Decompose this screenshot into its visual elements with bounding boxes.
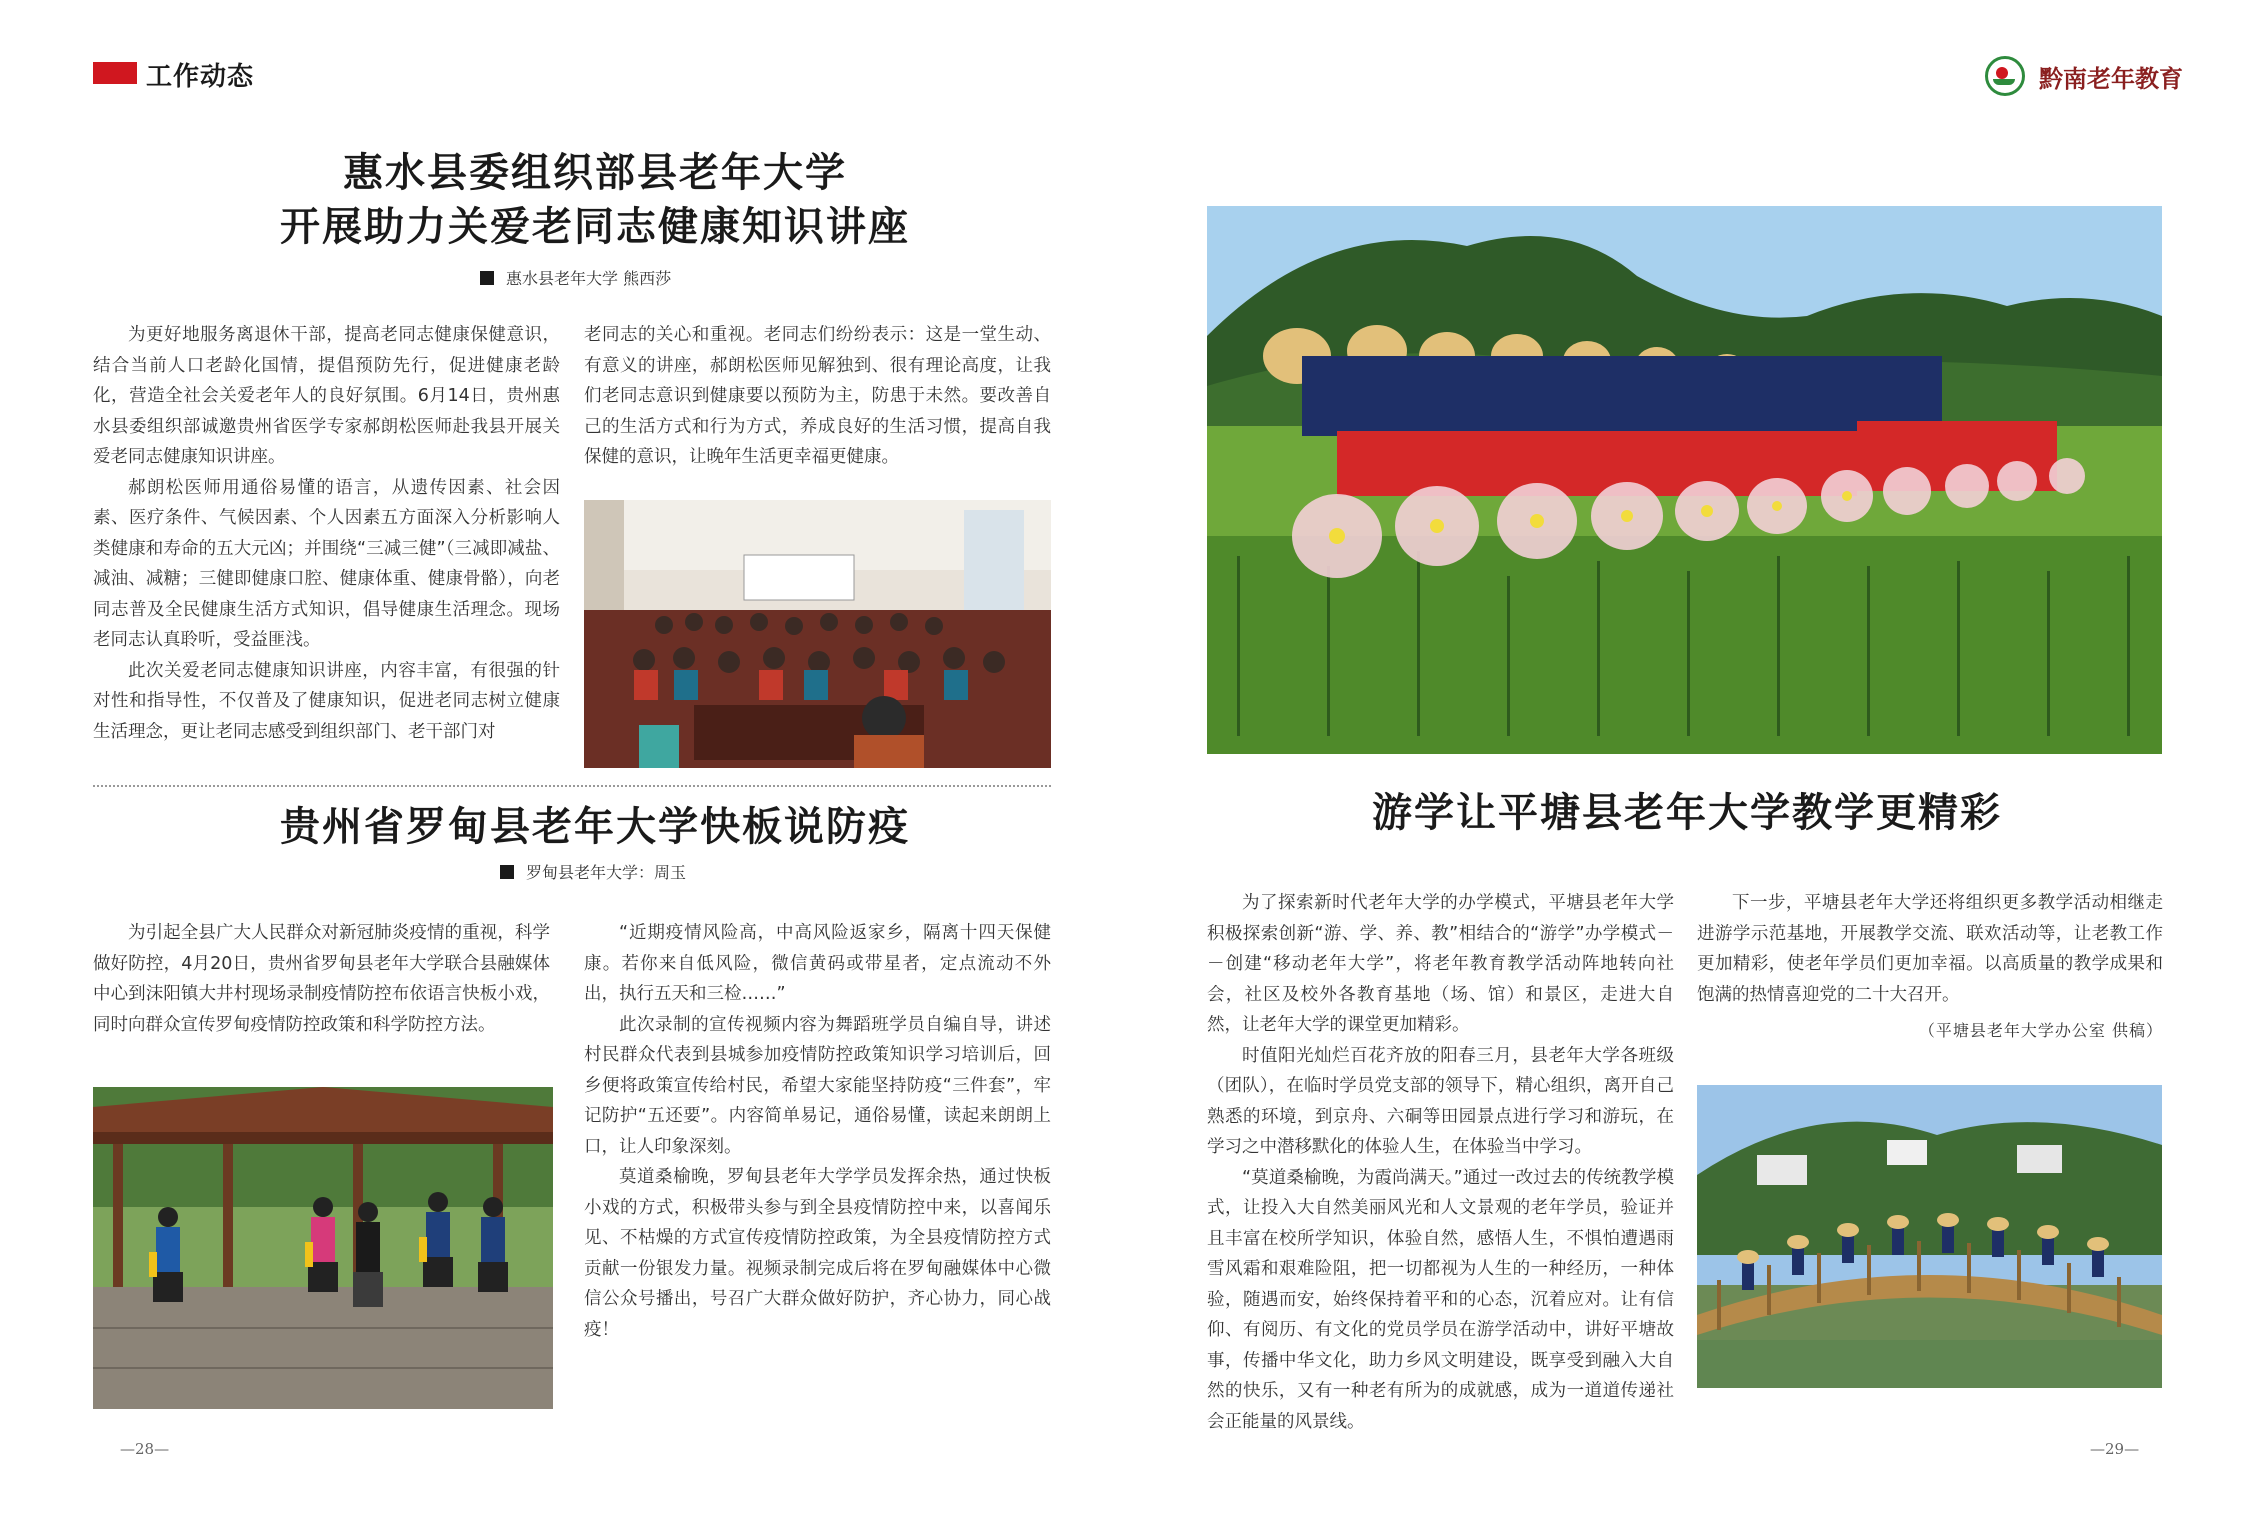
paragraph: 为了探索新时代老年大学的办学模式，平塘县老年大学积极探索创新“游、学、养、教”相结合的“游学”办学模式－－创建“移动老年大学”，将老年教育教学活动阵地转向社会，社区及校外各教育基地（场、馆）和景区，走进大自然，让老年大学的课堂更加精彩。 <box>1207 893 1674 1035</box>
magazine-logo <box>1985 56 2183 96</box>
article1-column1 <box>93 320 560 747</box>
article1-byline-text: 惠水县老年大学 熊西莎 <box>506 269 672 288</box>
article2-column2 <box>584 918 1051 1345</box>
byline-square-icon <box>480 271 494 285</box>
magazine-name: 黔南老年教育 <box>2039 64 2183 93</box>
paragraph: 下一步，平塘县老年大学还将组织更多教学活动相继走进游学示范基地，开展教学交流、联欢活动等，让老教工作更加精彩，使老年学员们更加幸福。以高质量的教学成果和饱满的热情喜迎党的二十大召开。 <box>1697 893 2163 1005</box>
article1-byline <box>480 266 671 289</box>
pavilion-dance-photo <box>93 1087 553 1409</box>
article2-title: 贵州省罗甸县老年大学快板说防疫 <box>280 804 910 850</box>
article3-title: 游学让平塘县老年大学教学更精彩 <box>1372 790 2002 836</box>
paragraph: 莫道桑榆晚，罗甸县老年大学学员发挥余热，通过快板小戏的方式，积极带头参与到全县疫情防控中来，以喜闻乐见、不枯燥的方式宣传疫情防控政策，为全县疫情防控方式贡献一份银发力量。视频录制完成后将在罗甸融媒体中心微信公众号播出，号召广大群众做好防护，齐心协力，同心战疫！ <box>584 1167 1051 1340</box>
paragraph: “近期疫情风险高，中高风险返家乡，隔离十四天保健康。若你来自低风险，微信黄码或带星者，定点流动不外出，执行五天和三检……” <box>584 923 1051 1004</box>
paragraph: 此次关爱老同志健康知识讲座，内容丰富，有很强的针对性和指导性，不仅普及了健康知识，促进老同志树立健康生活理念，更让老同志感受到组织部门、老干部门对 <box>93 660 560 742</box>
section-flag <box>93 62 137 84</box>
article-divider <box>93 785 1051 787</box>
paragraph: 为更好地服务离退休干部，提高老同志健康保健意识，结合当前人口老龄化国情，提倡预防先行，促进健康老龄化，营造全社会关爱老年人的良好氛围。6月14日，贵州惠水县委组织部诚邀贵州省医学专家郝朗松医师赴我县开展关爱老同志健康知识讲座。 <box>93 325 560 467</box>
article2-byline-text: 罗甸县老年大学：周玉 <box>526 863 687 882</box>
article1-title <box>140 146 1050 254</box>
article1-column2 <box>584 320 1051 473</box>
paragraph: 此次录制的宣传视频内容为舞蹈班学员自编自导，讲述村民群众代表到县城参加疫情防控政策知识学习培训后，回乡便将政策宣传给村民，希望大家能坚持防疫“三件套”，牢记防护“五还要”。内容简单易记，通俗易懂，读起来朗朗上口，让人印象深刻。 <box>584 1014 1051 1157</box>
byline-square-icon <box>500 865 514 879</box>
paragraph: 时值阳光灿烂百花齐放的阳春三月，县老年大学各班级（团队），在临时学员党支部的领导下，精心组织，离开自己熟悉的环境，到京舟、六硐等田园景点进行学习和游玩，在学习之中潜移默化的体验人生，在体验当中学习。 <box>1207 1045 1674 1157</box>
section-title: 工作动态 <box>146 62 255 92</box>
bridge-group-photo <box>1697 1085 2162 1388</box>
paragraph: 为引起全县广大人民群众对新冠肺炎疫情的重视，科学做好防控，4月20日，贵州省罗甸县老年大学联合县融媒体中心到沫阳镇大井村现场录制疫情防控布依语言快板小戏，同时向群众宣传罗甸疫情防控政策和科学防控方法。 <box>93 923 550 1035</box>
article2-byline <box>500 860 686 883</box>
paragraph: “莫道桑榆晚，为霞尚满天。”通过一改过去的传统教学模式，让投入大自然美丽风光和人文景观的老年学员，验证并且丰富在校所学知识，体验自然，感悟人生，不惧怕遭遇雨雪风霜和艰难险阻，把一切都视为人生的一种经历，一种体验，随遇而安，始终保持着平和的心态，沉着应对。让有信仰、有阅历、有文化的党员学员在游学活动中，讲好平塘故事，传播中华文化，助力乡风文明建设，既享受到融入大自然的快乐，又有一种老有所为的成就感，成为一道道传递社会正能量的风景线。 <box>1207 1167 1674 1432</box>
paragraph: 郝朗松医师用通俗易懂的语言，从遗传因素、社会因素、医疗条件、气候因素、个人因素五方面深入分析影响人类健康和寿命的五大元凶；并围绕“三减三健”（三减即减盐、减油、减糖；三健即健康口腔、健康体重、健康骨骼），向老同志普及全民健康生活方式知识，倡导健康生活理念。现场老同志认真聆听，受益匪浅。 <box>93 477 560 650</box>
article2-column1 <box>93 918 550 1040</box>
page-number-left: —28— <box>120 1440 170 1458</box>
article1-title-line2: 开展助力关爱老同志健康知识讲座 <box>280 204 910 250</box>
article3-column2 <box>1697 888 2163 1047</box>
article1-title-line1: 惠水县委组织部县老年大学 <box>343 150 847 196</box>
paragraph: 老同志的关心和重视。老同志们纷纷表示：这是一堂生动、有意义的讲座，郝朗松医师见解独到、很有理论高度，让我们老同志意识到健康要以预防为主，防患于未然。要改善自己的生活方式和行为方式，养成良好的生活习惯，提高自我保健的意识，让晚年生活更幸福更健康。 <box>584 325 1051 467</box>
rapeseed-field-group-photo <box>1207 206 2162 754</box>
article3-credit: （平塘县老年大学办公室 供稿） <box>1918 1021 2163 1040</box>
emblem-icon <box>1985 56 2025 96</box>
page-number-right: —29— <box>2090 1440 2140 1458</box>
article3-column1 <box>1207 888 1674 1437</box>
lecture-hall-photo <box>584 500 1051 768</box>
